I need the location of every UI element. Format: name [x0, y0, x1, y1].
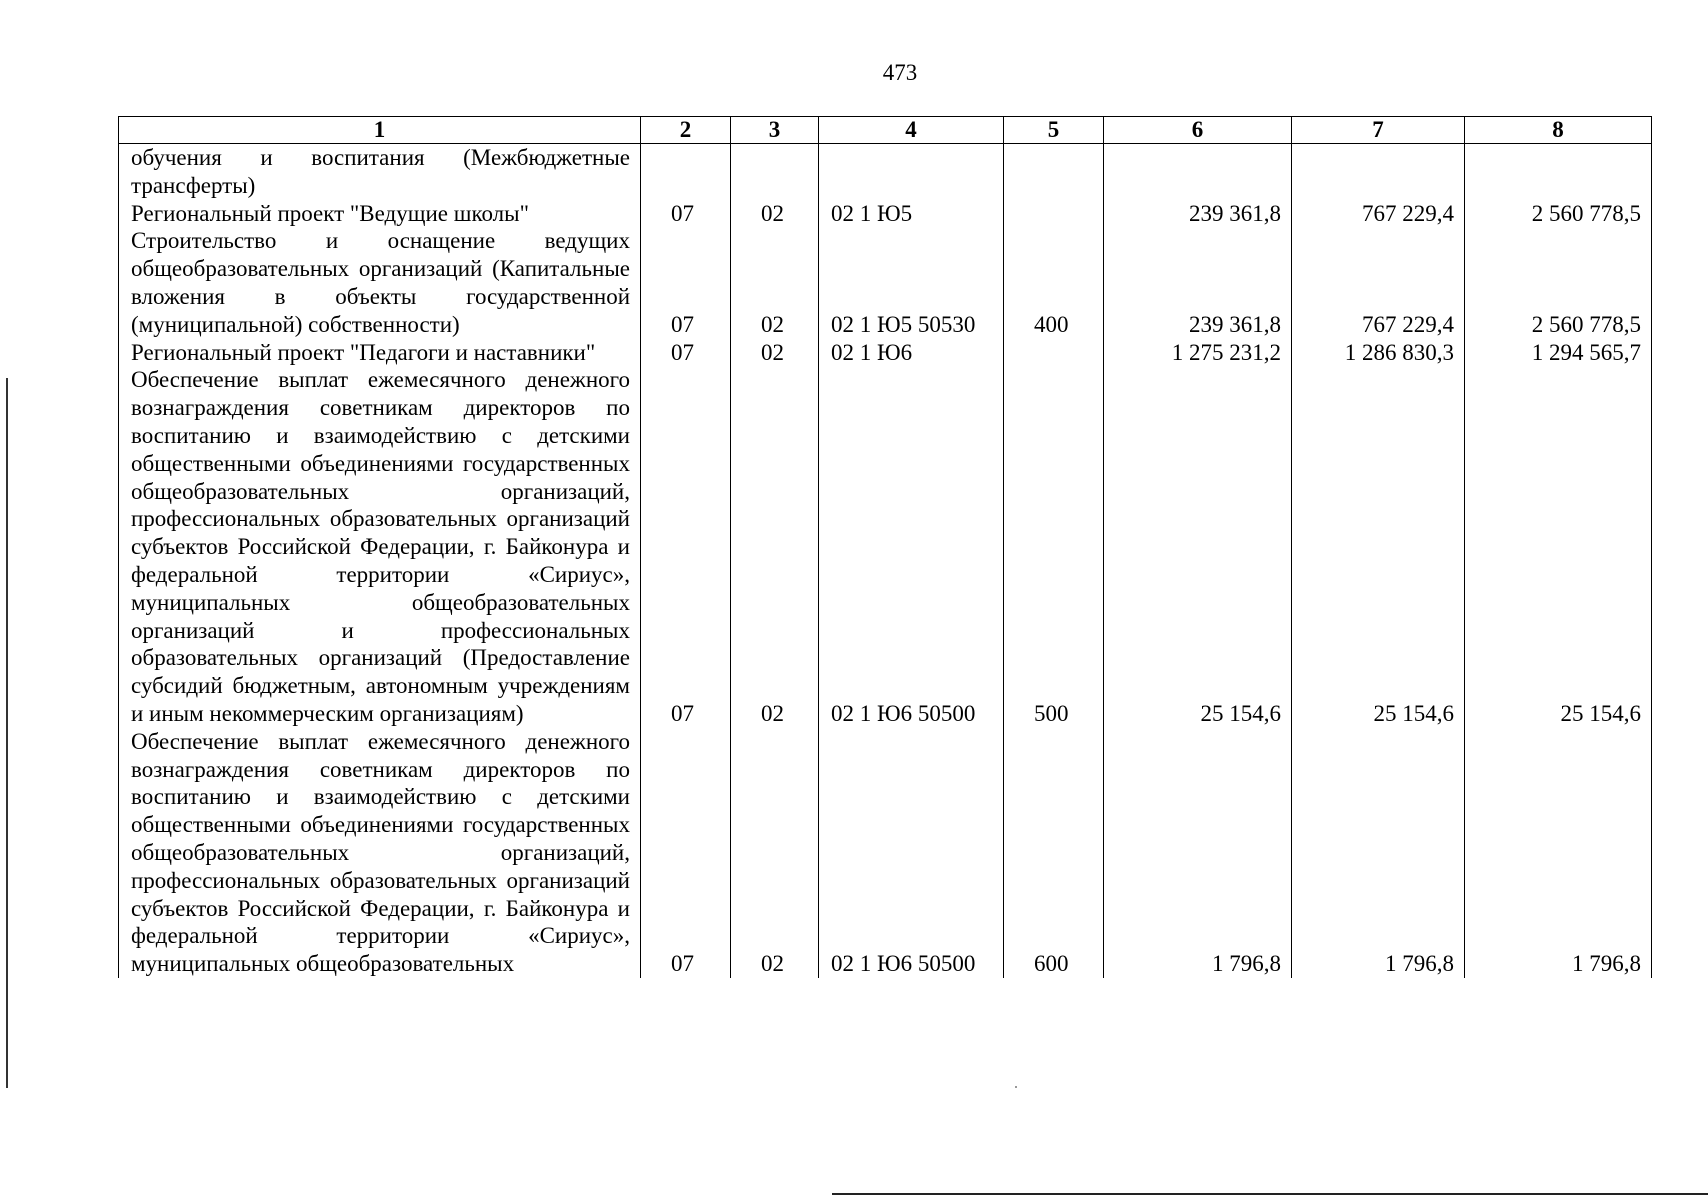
amount-col6: 1 796,8 — [1104, 728, 1292, 978]
amount-col7: 1 286 830,3 — [1292, 339, 1465, 367]
amount-col7: 25 154,6 — [1292, 366, 1465, 727]
row-name: обучения и воспитания (Межбюджетные трансферты) — [119, 144, 641, 200]
amount-col8: 2 560 778,5 — [1465, 200, 1652, 228]
amount-col8: 25 154,6 — [1465, 366, 1652, 727]
table-row — [119, 728, 1652, 978]
subsection-code: 02 — [731, 339, 819, 367]
amount-col6: 239 361,8 — [1104, 200, 1292, 228]
expense-type-code — [1004, 144, 1104, 200]
section-code — [641, 144, 731, 200]
column-header: 8 — [1465, 117, 1652, 144]
section-code: 07 — [641, 227, 731, 338]
column-header: 1 — [119, 117, 641, 144]
scan-bottom-line — [832, 1193, 1708, 1195]
row-name: Строительство и оснащение ведущих общеобразовательных организаций (Капитальные вложения в объекты государственной (муниципальной) собственности) — [119, 227, 641, 338]
subsection-code: 02 — [731, 227, 819, 338]
page-number: 473 — [882, 60, 918, 85]
target-article-code: 02 1 Ю5 50530 — [819, 227, 1004, 338]
table-header-row — [119, 117, 1652, 144]
subsection-code: 02 — [731, 366, 819, 727]
row-name: Региональный проект "Ведущие школы" — [119, 200, 641, 228]
amount-col6: 25 154,6 — [1104, 366, 1292, 727]
expense-type-code: 400 — [1004, 227, 1104, 338]
amount-col6 — [1104, 144, 1292, 200]
expense-type-code: 600 — [1004, 728, 1104, 978]
column-header: 5 — [1004, 117, 1104, 144]
target-article-code: 02 1 Ю6 — [819, 339, 1004, 367]
amount-col6: 239 361,8 — [1104, 227, 1292, 338]
expense-type-code: 500 — [1004, 366, 1104, 727]
column-header: 4 — [819, 117, 1004, 144]
amount-col8: 1 796,8 — [1465, 728, 1652, 978]
table-row — [119, 366, 1652, 727]
amount-col6: 1 275 231,2 — [1104, 339, 1292, 367]
section-code: 07 — [641, 366, 731, 727]
table-row — [119, 227, 1652, 338]
amount-col7 — [1292, 144, 1465, 200]
amount-col8: 1 294 565,7 — [1465, 339, 1652, 367]
target-article-code: 02 1 Ю6 50500 — [819, 728, 1004, 978]
scan-speck — [1015, 1086, 1017, 1088]
row-name: Региональный проект "Педагоги и наставники" — [119, 339, 641, 367]
row-name: Обеспечение выплат ежемесячного денежного вознаграждения советникам директоров по воспитанию и взаимодействию с детскими общественными объединениями государственных общеобразовательных организаций, профессиональных образовательных организаций субъектов Российской Федерации, г. Байконура и федеральной территории «Сириус», муниципальных общеобразовательных организаций и профессиональных образовательных организаций (Предоставление субсидий бюджетным, автономным учреждениям и иным некоммерческим организациям) — [119, 366, 641, 727]
amount-col8: 2 560 778,5 — [1465, 227, 1652, 338]
amount-col7: 1 796,8 — [1292, 728, 1465, 978]
column-header: 2 — [641, 117, 731, 144]
section-code: 07 — [641, 200, 731, 228]
amount-col7: 767 229,4 — [1292, 200, 1465, 228]
target-article-code: 02 1 Ю6 50500 — [819, 366, 1004, 727]
expense-type-code — [1004, 339, 1104, 367]
scan-margin-line — [6, 378, 8, 1088]
target-article-code — [819, 144, 1004, 200]
section-code: 07 — [641, 339, 731, 367]
column-header: 3 — [731, 117, 819, 144]
table-row — [119, 144, 1652, 200]
subsection-code — [731, 144, 819, 200]
amount-col8 — [1465, 144, 1652, 200]
target-article-code: 02 1 Ю5 — [819, 200, 1004, 228]
table-row — [119, 339, 1652, 367]
expense-type-code — [1004, 200, 1104, 228]
section-code: 07 — [641, 728, 731, 978]
subsection-code: 02 — [731, 728, 819, 978]
table-row — [119, 200, 1652, 228]
column-header: 7 — [1292, 117, 1465, 144]
amount-col7: 767 229,4 — [1292, 227, 1465, 338]
column-header: 6 — [1104, 117, 1292, 144]
row-name: Обеспечение выплат ежемесячного денежного вознаграждения советникам директоров по воспитанию и взаимодействию с детскими общественными объединениями государственных общеобразовательных организаций, профессиональных образовательных организаций субъектов Российской Федерации, г. Байконура и федеральной территории «Сириус», муниципальных общеобразовательных — [119, 728, 641, 978]
budget-table — [118, 116, 1652, 978]
subsection-code: 02 — [731, 200, 819, 228]
